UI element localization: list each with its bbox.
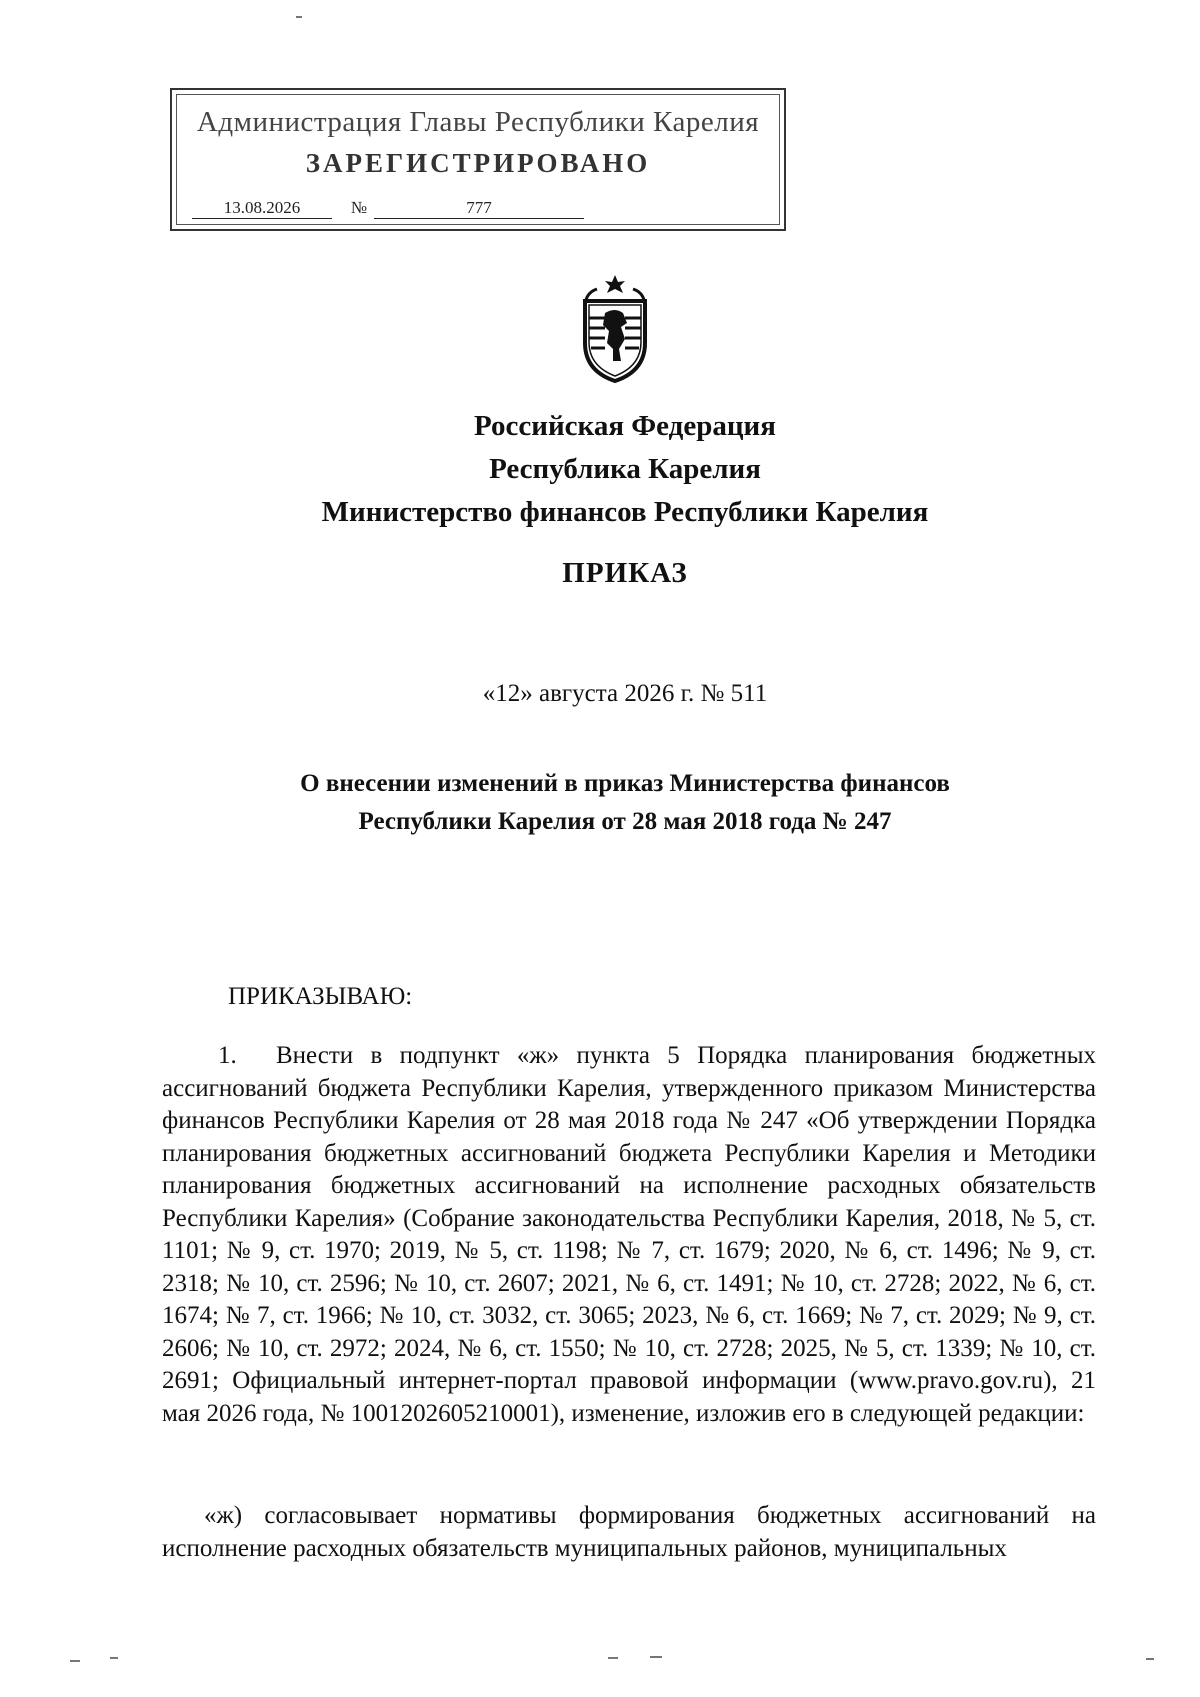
order-date-number: «12» августа 2026 г. № 511 [482,680,768,707]
paragraph-2: «ж) согласовывает нормативы формирования бюджетных ассигнований на исполнение расходных обязательств муниципальных районов, муниципальных [162,1502,1096,1562]
paragraph-1 [162,1040,1096,1430]
stamp-date: 13.08.2026 [192,198,332,219]
stamp-number: 777 [374,198,584,219]
stamp-registered-label: ЗАРЕГИСТРИРОВАНО [305,148,651,178]
paragraph-1-number: 1. [218,1042,237,1069]
orders-word: ПРИКАЗЫВАЮ: [228,983,413,1010]
header-country: Российская Федерация [474,410,776,442]
order-subject-text: О внесении изменений в приказ Министерства финансов Республики Карелия от 28 мая 2018 года № 247 [300,770,950,835]
header-ministry: Министерство финансов Республики Карелия [321,496,929,528]
document-type: ПРИКАЗ [562,557,688,589]
header-republic: Республика Карелия [489,453,761,485]
stamp-registration-line [192,198,584,219]
registration-stamp [170,88,786,231]
stamp-organization: Администрация Главы Республики Карелия [196,106,760,138]
karelia-coat-of-arms-icon [575,273,655,385]
paragraph-1-text: Внести в подпункт «ж» пункта 5 Порядка планирования бюджетных ассигнований бюджета Республики Карелия, утвержденного приказом Министерства финансов Республики Карелия от 28 мая 2018 года № 247 «Об утверждении Порядка планирования бюджетных ассигнований бюджета Республики Карелия и Методики планирования бюджетных ассигнований на исполнение расходных обязательств Республики Карелия» (Собрание законодательства Республики Карелия, 2018, № 5, ст. 1101; № 9, ст. 1970; 2019, № 5, ст. 1198; № 7, ст. 1679; 2020, № 6, ст. 1496; № 9, ст. 2318; № 10, ст. 2596; № 10, ст. 2607; 2021, № 6, ст. 1491; № 10, ст. 2728; 2022, № 6, ст. 1674; № 7, ст. 1966; № 10, ст. 3032, ст. 3065; 2023, № 6, ст. 1669; № 7, ст. 2029; № 9, ст. 2606; № 10, ст. 2972; 2024, № 6, ст. 1550; № 10, ст. 2728; 2025, № 5, ст. 1339; № 10, ст. 2691; Официальный интернет-портал правовой информации (www.pravo.gov.ru), 21 мая 2026 года, № 1001202605210001), изменение, изложив его в следующей редакции: [162,1042,1096,1427]
order-subject [0,765,1200,841]
stamp-number-label: № [350,198,368,217]
